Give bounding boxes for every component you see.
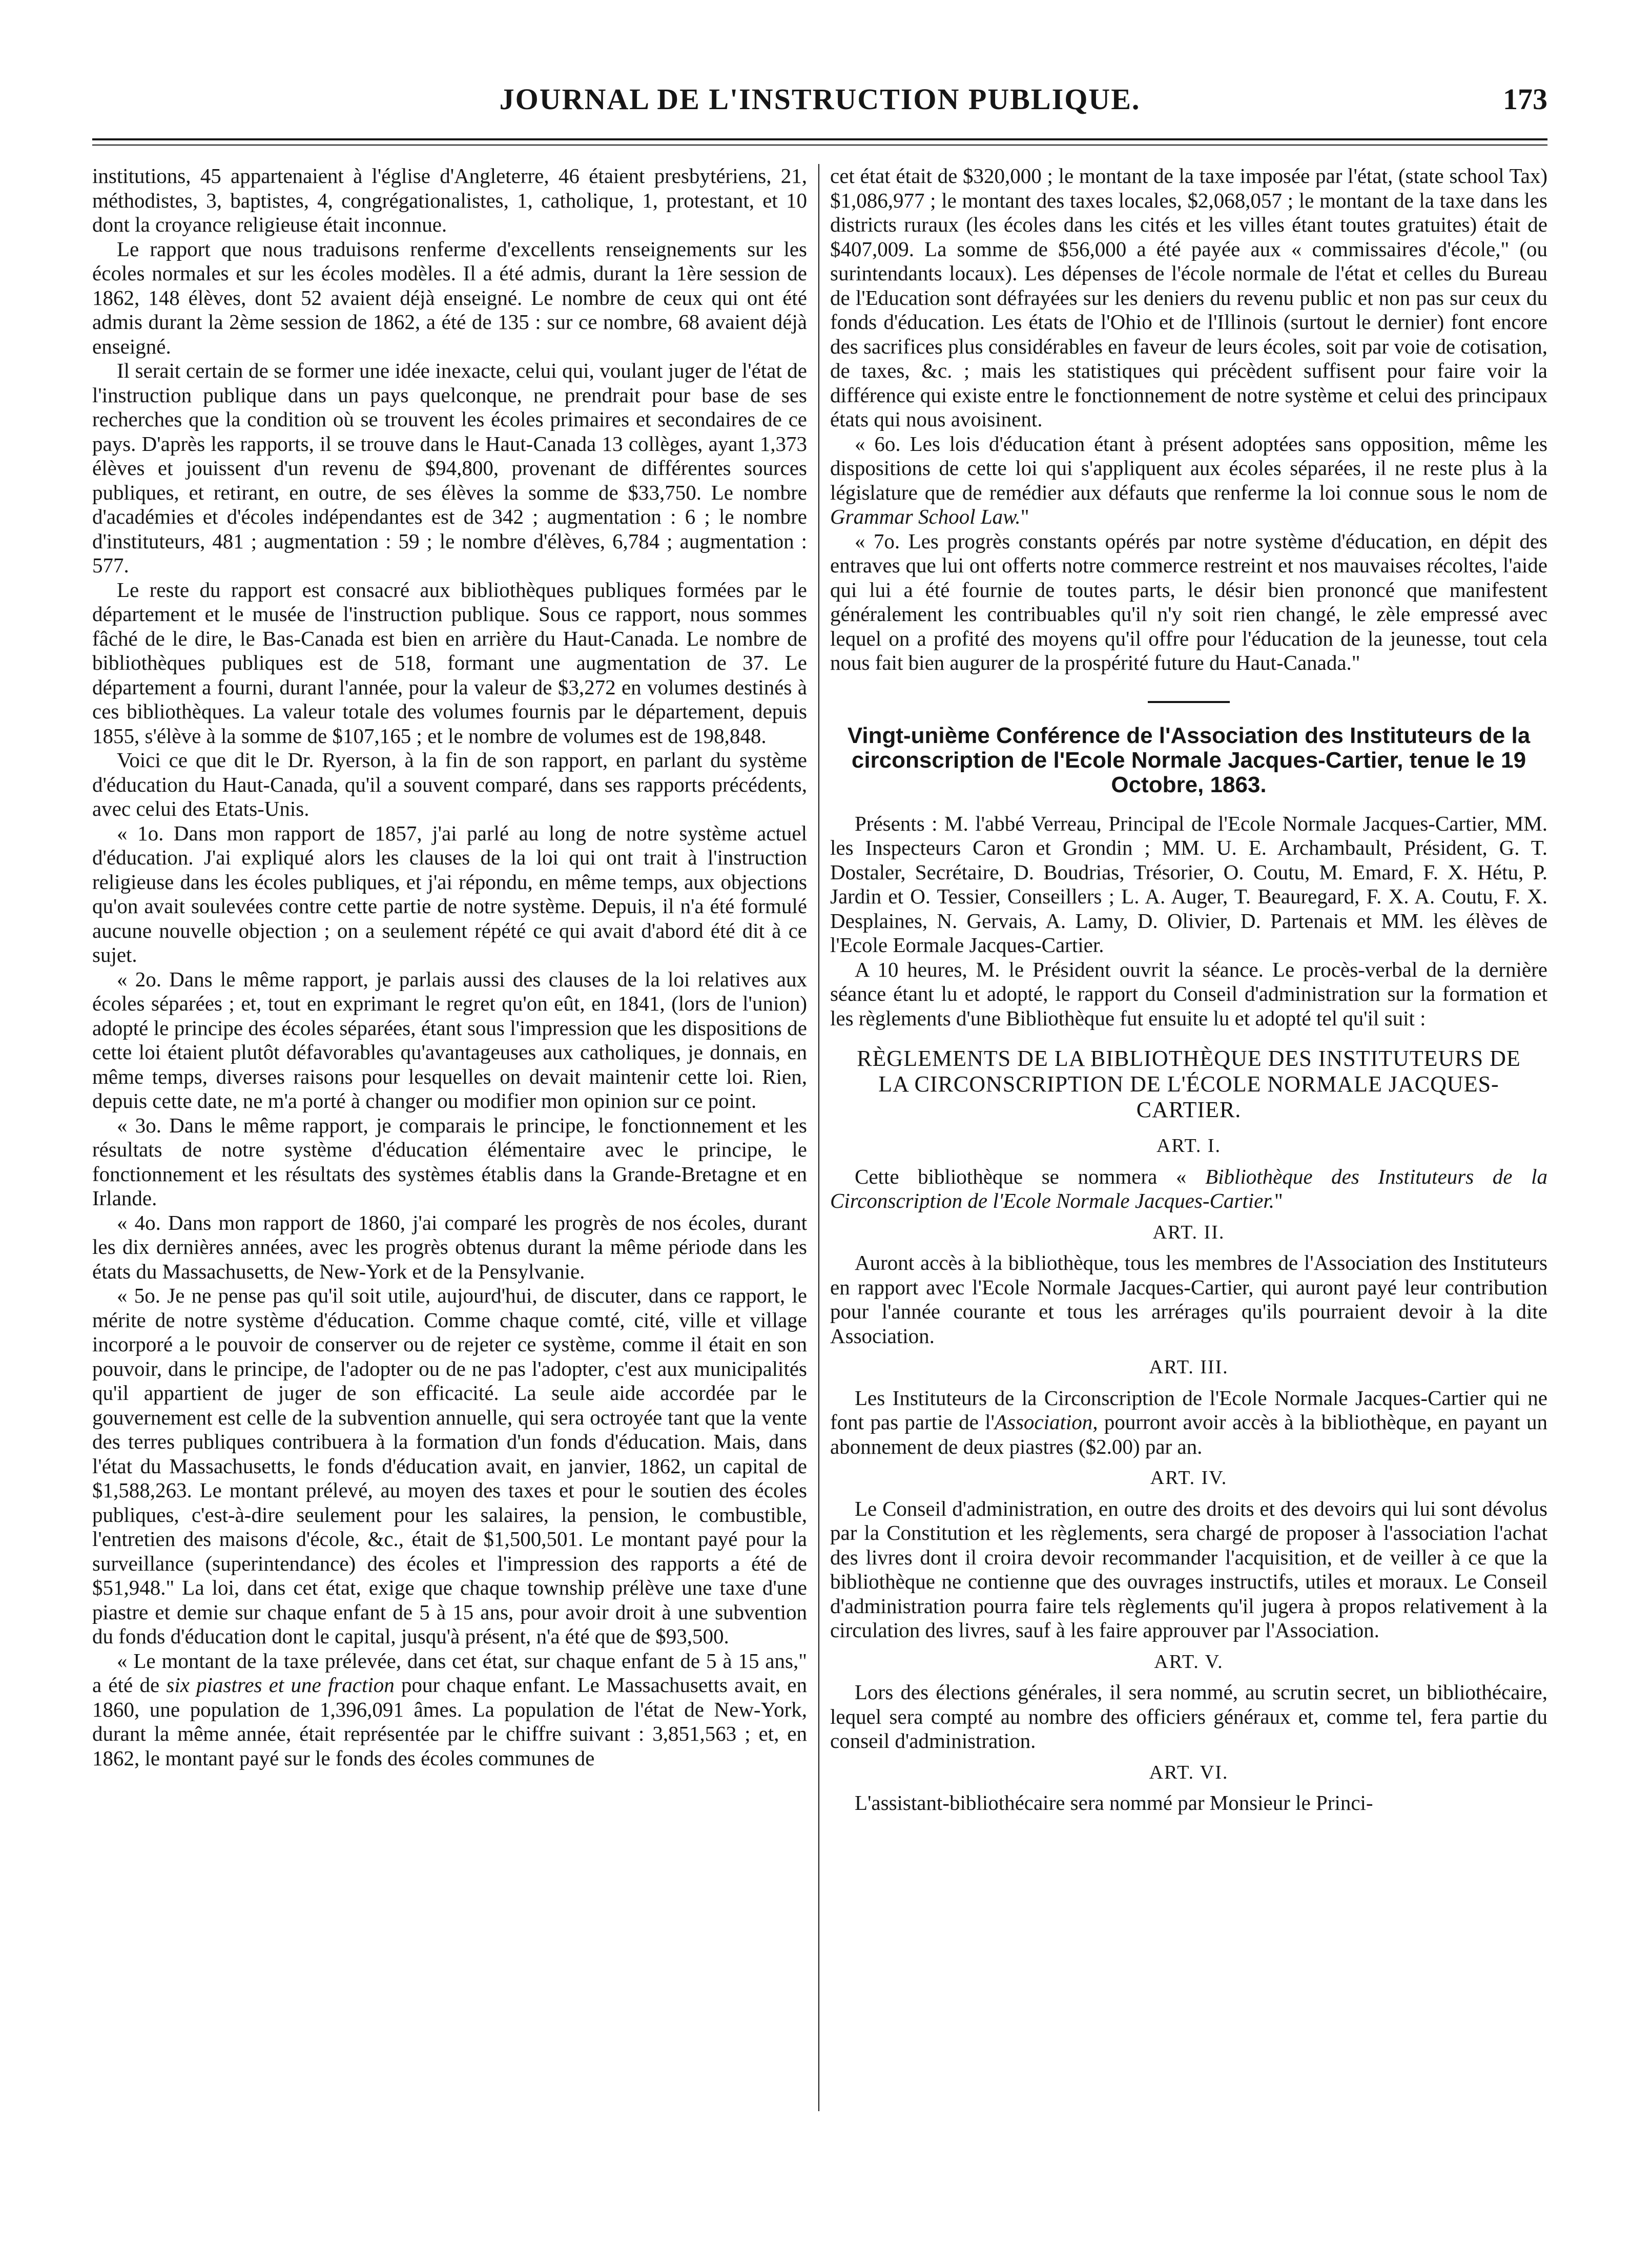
italic-run: six piastres et une fraction bbox=[166, 1673, 395, 1697]
article-text bbox=[830, 1497, 1547, 1643]
regulations-title: RÈGLEMENTS DE LA BIBLIOTHÈQUE DES INSTITUTEURS DE LA CIRCONSCRIPTION DE L'ÉCOLE NORMALE JACQUES-CARTIER. bbox=[857, 1046, 1521, 1122]
text-run: " bbox=[1020, 505, 1029, 528]
italic-run: Association, bbox=[994, 1410, 1098, 1434]
text-run: Auront accès à la bibliothèque, tous les membres de l'Association des Instituteurs en rapport avec l'Ecole Normale Jacques-Cartier, qui auront payé leur contribution pour l'année courante et tous les arrérages qu'ils pourraient devoir à la dite Association. bbox=[830, 1251, 1547, 1348]
header-rule-thin bbox=[92, 145, 1547, 146]
conference-title: Vingt-unième Conférence de l'Association des Instituteurs de la circonscription de l'Ecole Normale Jacques-Cartier, tenue le 19 Octobre, 1863. bbox=[847, 723, 1531, 797]
paragraph bbox=[92, 1649, 807, 1771]
paragraph: « 4o. Dans mon rapport de 1860, j'ai comparé les progrès de nos écoles, durant les dix dernières années, avec les progrès obtenus durant la même période dans les états du Massachusetts, de New-York et de la Pensylvanie. bbox=[92, 1210, 807, 1283]
text-run: Les Instituteurs de la Circonscription de l'Ecole Normale Jacques-Cartier qui ne font pas partie de l' bbox=[830, 1386, 1547, 1434]
paragraph: « 2o. Dans le même rapport, je parlais aussi des clauses de la loi relatives aux écoles séparées ; et, tout en exprimant le regret qu'on eût, en 1841, (lors de l'union) adopté le principe des écoles séparées, étant sous l'impression que les dispositions de cette loi étaient plutôt défavorables qu'avantageuses aux catholiques, je donnais, en même temps, diverses raisons pour lesquelles on devait maintenir cette loi. Rien, depuis cette date, ne m'a porté à changer ou modifier mon opinion sur ce point. bbox=[92, 967, 807, 1112]
paragraph: cet état était de $320,000 ; le montant de la taxe imposée par l'état, (state school Tax) $1,086,977 ; le montant des taxes locales, $2,068,057 ; le montant de la taxe dans les districts ruraux (les écoles dans les cités et les villes étant toutes gratuites) était de $407,009. La somme de $56,000 a été payée aux « commissaires d'école," (ou surintendants locaux). Les dépenses de l'école normale de l'état et celles du Bureau de l'Education sont défrayées sur les deniers du revenu public et non pas sur ceux du fonds d'éducation. Les états de l'Ohio et de l'Illinois (surtout le dernier) font encore des sacrifices plus considérables en faveur de leurs écoles, soit par voie de cotisation, de taxes, &c. ; mais les statistiques qui précèdent suffisent pour faire voir la différence qui existe entre le fonctionnement de notre système et celui des principaux états qui nous avoisinent. bbox=[830, 164, 1547, 431]
text-run: L'assistant-bibliothécaire sera nommé par Monsieur le Princi- bbox=[855, 1791, 1373, 1814]
article-heading: ART. I. bbox=[1156, 1135, 1222, 1157]
paragraph: Le rapport que nous traduisons renferme d'excellents renseignements sur les écoles normales et sur les écoles modèles. Il a été admis, durant la 1ère session de 1862, 148 élèves, dont 52 avaient déjà enseigné. Le nombre de ceux qui ont été admis durant la 2ème session de 1862, a été de 135 : sur ce nombre, 68 avaient déjà enseigné. bbox=[92, 237, 807, 358]
text-run: Lors des élections générales, il sera nommé, au scrutin secret, un bibliothécaire, lequel sera compté au nombre des officiers généraux et, comme tel, fera partie du conseil d'administration. bbox=[830, 1680, 1547, 1752]
text-run: pour chaque enfant. Le Massachusetts avait, en 1860, une population de 1,396,091 âmes. La population de l'état de New-York, durant la même année, était représentée par le chiffre suivant : 3,851,563 ; et, en 1862, le montant payé sur le fonds des écoles communes de bbox=[92, 1673, 808, 1770]
article-text bbox=[830, 1165, 1547, 1213]
article-heading: ART. VI. bbox=[1149, 1761, 1229, 1783]
section-separator bbox=[1148, 701, 1230, 703]
paragraph: A 10 heures, M. le Président ouvrit la séance. Le procès-verbal de la dernière séance étant lu et adopté, le rapport du Conseil d'administration sur la formation et les règlements d'une Bibliothèque fut ensuite lu et adopté tel qu'il suit : bbox=[830, 957, 1547, 1030]
italic-run: Bibliothèque des Instituteurs de la Circonscription de l'Ecole Normale Jacques-Cartier. bbox=[830, 1164, 1548, 1212]
article-heading: ART. V. bbox=[1154, 1651, 1224, 1673]
paragraph: institutions, 45 appartenaient à l'église d'Angleterre, 46 étaient presbytériens, 21, méthodistes, 3, baptistes, 4, congrégationalistes, 1, catholique, 1, protestant, et 10 dont la croyance religieuse était inconnue. bbox=[92, 164, 807, 236]
text-run: pourront avoir accès à la bibliothèque, en payant un abonnement de deux piastres ($2.00) par an. bbox=[830, 1410, 1547, 1458]
article-text bbox=[830, 1251, 1547, 1348]
text-run: Cette bibliothèque se nommera « bbox=[855, 1164, 1206, 1188]
paragraph: « 5o. Je ne pense pas qu'il soit utile, aujourd'hui, de discuter, dans ce rapport, le mérite de notre système d'éducation. Comme chaque comté, cité, ville et village incorporé a le pouvoir de conserver ou de rejeter ce système, comme il était en son pouvoir, dans le principe, de l'adopter ou de ne pas l'adopter, c'est aux municipalités qu'il appartient de juger de son efficacité. La seule aide accordée par le gouvernement est celle de la subvention annuelle, qui sera octroyée tant que la vente des terres publiques contribuera à la formation d'un fonds d'éducation. Mais, dans l'état du Massachusetts, le fonds d'éducation avait, en janvier, 1862, un capital de $1,588,263. Le montant prélevé, au moyen des taxes et pour le soutien des écoles publiques, c'est-à-dire seulement pour les salaires, la pension, le combustible, l'entretien des maisons d'école, &c., était de $1,500,501. Le montant payé pour la surveillance (superintendance) des écoles et l'impression des rapports a été de $51,948." La loi, dans cet état, exige que chaque township prélève une taxe d'une piastre et demie sur chaque enfant de 5 à 15 ans, pour avoir droit à une subvention du fonds d'éducation dont le capital, jusqu'à présent, n'a été que de $93,500. bbox=[92, 1284, 807, 1648]
column-divider bbox=[818, 164, 819, 2111]
page-header bbox=[92, 77, 1547, 133]
text-run: « 6o. Les lois d'éducation étant à présent adoptées sans opposition, même les dispositions de cette loi qui s'appliquent aux écoles séparées, il ne reste plus à la législature que de remédier aux défauts que renferme la loi connue sous le nom de bbox=[830, 431, 1547, 504]
text-run: Le Conseil d'administration, en outre des droits et des devoirs qui lui sont dévolus par la Constitution et les règlements, sera chargé de proposer à l'association l'achat des livres dont il croira devoir recommander l'acquisition, et de veiller à ce que la bibliothèque ne contienne que des ouvrages instructifs, utiles et moraux. Le Conseil d'administration pourra faire tels règlements qu'il jugera à propos relativement à la circulation des livres, sauf à les faire approuver par l'Association. bbox=[830, 1496, 1547, 1642]
paragraph: « 1o. Dans mon rapport de 1857, j'ai parlé au long de notre système actuel d'éducation. J'ai expliqué alors les clauses de la loi qui ont trait à l'instruction religieuse dans les écoles publiques, et j'ai répondu, en même temps, aux objections qu'on avait soulevées contre cette partie de notre système. Depuis, il n'a été formulé aucune nouvelle objection ; on a seulement répété ce qui avait d'abord été dit à ce sujet. bbox=[92, 821, 807, 966]
paragraph bbox=[830, 432, 1547, 529]
article-heading: ART. III. bbox=[1149, 1356, 1229, 1378]
paragraph: Voici ce que dit le Dr. Ryerson, à la fin de son rapport, en parlant du système d'éducation du Haut-Canada, qu'il a souvent comparé, dans ses rapports précédents, avec celui des Etats-Unis. bbox=[92, 748, 807, 820]
page-number: 173 bbox=[1503, 83, 1547, 116]
right-column bbox=[830, 164, 1547, 1816]
article-heading: ART. II. bbox=[1152, 1221, 1225, 1243]
italic-run: Grammar School Law. bbox=[830, 505, 1021, 528]
article-text bbox=[830, 1386, 1547, 1459]
paragraph: « 7o. Les progrès constants opérés par notre système d'éducation, en dépit des entraves que lui ont offerts notre commerce restreint et nos mauvaises récoltes, l'aide qui lui a été fournie de toutes parts, le désir bien prononcé que manifestent généralement les contribuables qu'il n'y soit rien changé, le zèle empressé avec lequel on a profité des moyens qu'il offre pour l'éducation de la jeunesse, tout cela nous fait bien augurer de la prospérité future du Haut-Canada." bbox=[830, 529, 1547, 674]
text-run: « Le montant de la taxe prélevée, dans cet état, sur chaque enfant de 5 à 15 ans," a été de bbox=[92, 1648, 807, 1697]
left-column bbox=[92, 164, 807, 1770]
article-heading: ART. IV. bbox=[1150, 1467, 1228, 1489]
article-text bbox=[830, 1791, 1547, 1816]
paragraph: Il serait certain de se former une idée inexacte, celui qui, voulant juger de l'état de l'instruction publique dans un pays quelconque, ne prendrait pour base de ses recherches que la condition où se trouvent les écoles primaires et secondaires de ce pays. D'après les rapports, il se trouve dans le Haut-Canada 13 collèges, ayant 1,373 élèves et jouissent d'un revenu de $94,800, provenant de différentes sources publiques, et retirant, en outre, de ses élèves la somme de $33,750. Le nombre d'académies et d'écoles indépendantes est de 342 ; augmentation : 6 ; le nombre d'instituteurs, 481 ; augmentation : 59 ; le nombre d'élèves, 6,784 ; augmentation : 577. bbox=[92, 359, 807, 577]
journal-title: JOURNAL DE L'INSTRUCTION PUBLIQUE. bbox=[499, 83, 1141, 116]
paragraph: Présents : M. l'abbé Verreau, Principal de l'Ecole Normale Jacques-Cartier, MM. les Inspecteurs Caron et Grondin ; MM. U. E. Archambault, Président, G. T. Dostaler, Secrétaire, D. Boudrias, Trésorier, O. Coutu, M. Emard, F. X. Hétu, P. Jardin et O. Tessier, Conseillers ; L. A. Auger, T. Beauregard, F. X. A. Coutu, F. X. Desplaines, N. Gervais, A. Lamy, D. Olivier, D. Partenais et MM. les élèves de l'Ecole Eormale Jacques-Cartier. bbox=[830, 811, 1547, 957]
article-text bbox=[830, 1680, 1547, 1754]
text-run: " bbox=[1274, 1189, 1283, 1212]
paragraph: Le reste du rapport est consacré aux bibliothèques publiques formées par le département et le musée de l'instruction publique. Sous ce rapport, nous sommes fâché de le dire, le Bas-Canada est bien en arrière du Haut-Canada. Le nombre de bibliothèques publiques est de 518, formant une augmentation de 37. Le département a fourni, durant l'année, pour la valeur de $3,272 en volumes destinés à ces bibliothèques. La valeur totale des volumes fournis par le département, depuis 1855, s'élève à la somme de $107,165 ; et le nombre de volumes est de 198,848. bbox=[92, 578, 807, 748]
paragraph: « 3o. Dans le même rapport, je comparais le principe, le fonctionnement et les résultats de notre système d'éducation élémentaire avec le principe, le fonctionnement et les résultats des systèmes établis dans la Grande-Bretagne et en Irlande. bbox=[92, 1113, 807, 1210]
header-rule bbox=[92, 138, 1547, 140]
